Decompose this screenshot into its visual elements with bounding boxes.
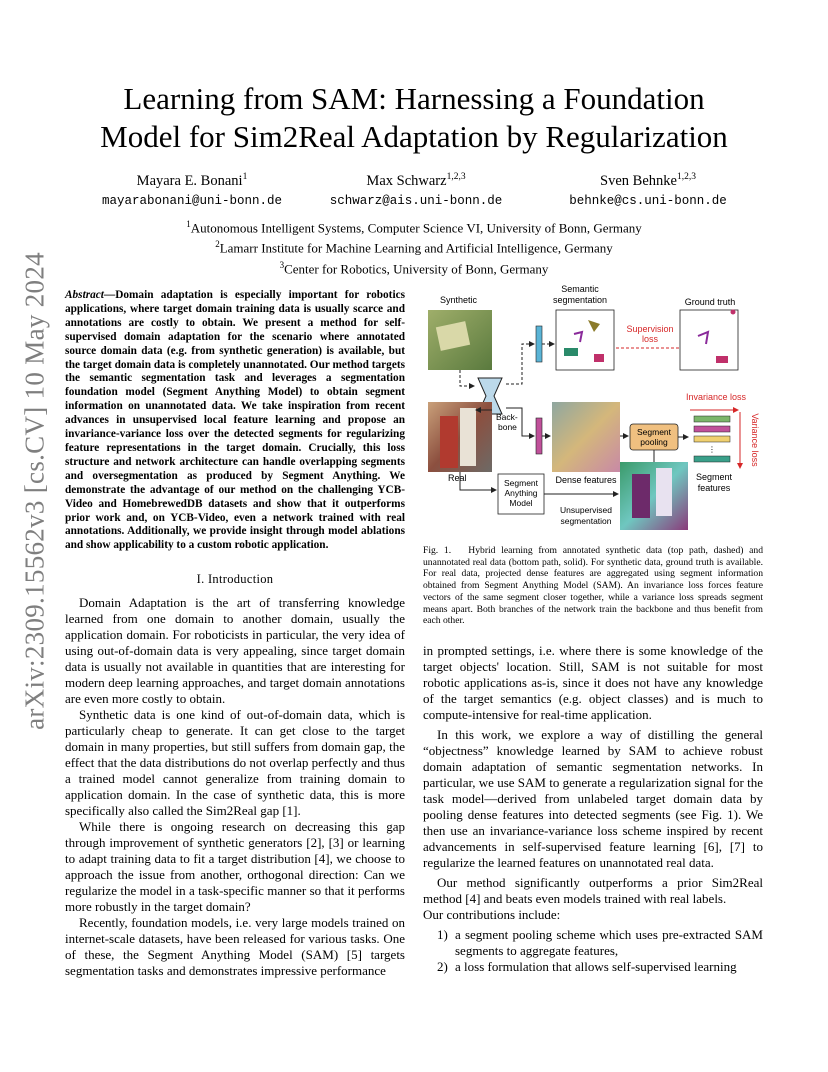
list-item [423, 927, 763, 959]
label-supervision-1: Supervision [626, 324, 674, 334]
real-object [460, 408, 476, 466]
title-line-2: Model for Sim2Real Adaptation by Regularization [100, 119, 728, 154]
caption-label: Fig. 1. [423, 545, 452, 556]
seg-blob [564, 348, 578, 356]
seg-blob [594, 354, 604, 362]
aff-sup: 2 [215, 239, 220, 250]
label-sam-1: Segment [503, 478, 539, 488]
aff-sup: 1 [186, 219, 191, 229]
ground-truth-image [680, 310, 738, 370]
label-synthetic: Synthetic [440, 295, 478, 305]
aff-text: Autonomous Intelligent Systems, Computer Science VI, University of Bonn, Germany [190, 220, 642, 236]
gt-blob [731, 310, 736, 315]
semantic-seg-output [556, 310, 614, 370]
paragraph: Domain Adaptation is the art of transferring knowledge learned from one domain to another domain, usually the application domain. For roboticists in particular, the very idea of using out-of-domain data is very appealing, since target domain data is usually not available in quantities that are interesting for modern deep learning approaches, and target domain annotations are even more costly to obtain. [65, 595, 405, 706]
label-variance-loss: Variance loss [750, 413, 760, 467]
label-dense-features: Dense features [555, 475, 617, 485]
list-text: a segment pooling scheme which uses pre-extracted SAM segments to aggregate features, [455, 927, 763, 958]
paper-title [0, 80, 828, 156]
real-feature-vector [536, 418, 542, 454]
label-sam-2: Anything [504, 488, 538, 498]
list-text: a loss formulation that allows self-supervised learning [455, 959, 737, 974]
paragraph: Synthetic data is one kind of out-of-domain data, which is particularly cheap to generate. It can get close to the target domain in many properties, but still suffers from domain gap, the effect that the data distributions do not overlap perfectly and thus a trained model cannot generalize from training domain to application domain. In the case of synthetic data, this is more specifically also called the Sim2Real gap [1]. [65, 707, 405, 818]
segment-feature-bar [694, 456, 730, 462]
contributions-list [423, 927, 763, 975]
caption-text: Hybrid learning from annotated synthetic data (top path, dashed) and unannotated real data (bottom path, solid). For synthetic data, ground truth is available. For real data, projected dense features are aggregated using segment information obtained from Segment Anything Model (SAM). An invariance loss forces feature vectors of the same segment closer together, while a variance loss spreads segment means apart. Both branches of the network train the backbone and thus benefit from each other. [423, 545, 764, 627]
dense-features-map [552, 402, 620, 472]
unsupervised-seg-map [620, 462, 688, 530]
arxiv-stamp [18, 252, 52, 730]
paragraph: Our contributions include: [423, 907, 561, 922]
affiliation-1 [0, 216, 828, 236]
paragraph: Our method significantly outperforms a prior Sim2Real method [4] and beats even models trained with real labels. [423, 875, 763, 906]
aff-text: Center for Robotics, University of Bonn, Germany [284, 260, 549, 276]
aff-sup: 3 [279, 259, 285, 270]
top-path-arrow [506, 344, 534, 384]
abstract [65, 289, 405, 553]
synthetic-arrow [460, 370, 474, 386]
author-sup: 1,2,3 [676, 172, 696, 182]
paragraph: In this work, we explore a way of distilling the general “objectness” knowledge learned by SAM to achieve robust domain adaptation of semantic segmentation networks. In particular, we use SAM to generate a regularization signal for the task model—derived from unlabeled target domain data by pooling dense features into detected segments (see Fig. 1). We then use an invariance-variance loss scheme inspired by recent advancements in self-supervised feature learning [6], [7] to regularize the learned features on unannotated real data. [423, 727, 763, 870]
label-ground-truth: Ground truth [684, 297, 736, 307]
author-sup: 1,2,3 [446, 172, 466, 182]
label-semantic-2: segmentation [552, 295, 608, 305]
figure-caption [423, 545, 763, 627]
label-unsup-1: Unsupervised [560, 505, 612, 515]
arxiv-id: arXiv:2309.15562v3 [cs.CV] 10 May 2024 [19, 252, 50, 730]
author-1 [72, 172, 312, 208]
author-block [80, 172, 760, 212]
label-sam-3: Model [509, 498, 533, 508]
label-unsup-2: segmentation [560, 516, 612, 526]
label-pooling-2: pooling [640, 437, 668, 447]
unsup-segment [656, 468, 672, 516]
segment-feature-bar [694, 436, 730, 442]
intro-left-column [65, 595, 405, 979]
author-name: Max Schwarz [366, 172, 447, 189]
paragraph: While there is ongoing research on decreasing this gap through improvement of synthetic generators [2], [3] or learning to adapt training data to fit a target distribution [4], we choose to approach the issue from another, orthogonal direction: Can we regularize the model in a task-specific manner so that it performs more robustly in the target domain? [65, 819, 405, 914]
real-object [440, 416, 458, 468]
list-item [423, 959, 763, 975]
title-line-1: Learning from SAM: Harnessing a Foundation [123, 81, 705, 116]
intro-right-column [423, 643, 763, 975]
ellipsis: ⋮ [708, 445, 716, 454]
unsup-segment [632, 474, 650, 518]
label-real: Real [448, 473, 467, 483]
synthetic-feature-vector [536, 326, 542, 362]
affiliation-2 [0, 236, 828, 256]
gt-blob [716, 356, 728, 363]
abstract-text: —Domain adaptation is especially important for robotics applications, where target domain training data is usually scarce and annotations are costly to obtain. We present a method for self-supervised domain adaptation for the scenario where annotated source domain data (e.g. from synthetic generation) is available, but the target domain data is completely unannotated. Our method targets the semantic segmentation task and leverages a segmentation foundation model (Segment Anything Model) to obtain segment information on unannotated data. We take inspiration from recent advances in unsupervised local feature learning and propose an invariance-variance loss over the detected segments for regularizing feature representations in the target domain. Crucially, this loss structure and network architecture can handle overlapping segments and oversegmentation as produced by Segment Anything. We demonstrate the advantage of our method on the challenging YCB-Video and HomebrewedDB datasets and show that it outperforms prior work and, on YCB-Video, even a network trained with real annotations. Additionally, we provide insight through model ablations and show applicability to a custom robotic application. [65, 289, 405, 552]
segment-feature-bar [694, 426, 730, 432]
label-invariance-loss: Invariance loss [685, 392, 747, 402]
section-heading: I. Introduction [196, 572, 274, 586]
label-segment-features-1: Segment [695, 472, 733, 482]
segment-feature-bar [694, 416, 730, 422]
list-number: 1) [437, 927, 448, 942]
label-semantic-1: Semantic [561, 284, 599, 294]
label-backbone-1: Back- [496, 412, 518, 422]
figure-1-diagram [418, 284, 768, 534]
abstract-label: Abstract [65, 289, 104, 301]
author-name: Sven Behnke [600, 172, 677, 189]
author-sup: 1 [242, 172, 248, 182]
author-2 [296, 172, 536, 208]
author-3 [528, 172, 768, 208]
affiliation-3 [0, 257, 828, 277]
affiliations [0, 216, 828, 277]
label-supervision-2: loss [641, 334, 659, 344]
label-pooling-1: Segment [636, 427, 672, 437]
author-name: Mayara E. Bonani [136, 172, 243, 189]
label-segment-features-2: features [697, 483, 731, 493]
label-backbone-2: bone [498, 422, 517, 432]
paragraph: Recently, foundation models, i.e. very large models trained on internet-scale datasets, have been released for various tasks. One of these, the Segment Anything Model (SAM) [5] targets segmentation tasks and demonstrates impressive performance [65, 915, 405, 978]
author-email: mayarabonani@uni-bonn.de [101, 193, 283, 208]
author-email: behnke@cs.uni-bonn.de [569, 193, 727, 208]
aff-text: Lamarr Institute for Machine Learning and Artificial Intelligence, Germany [219, 240, 613, 256]
paragraph: in prompted settings, i.e. where there is some knowledge of the target objects' location. Still, SAM is not suitable for most robotic applications as-is, since it does not have any knowledge of the target semantics (e.g. object classes) and is much to compute-intensive for real-time application. [423, 643, 763, 722]
author-email: schwarz@ais.uni-bonn.de [329, 193, 503, 208]
list-number: 2) [437, 959, 448, 974]
